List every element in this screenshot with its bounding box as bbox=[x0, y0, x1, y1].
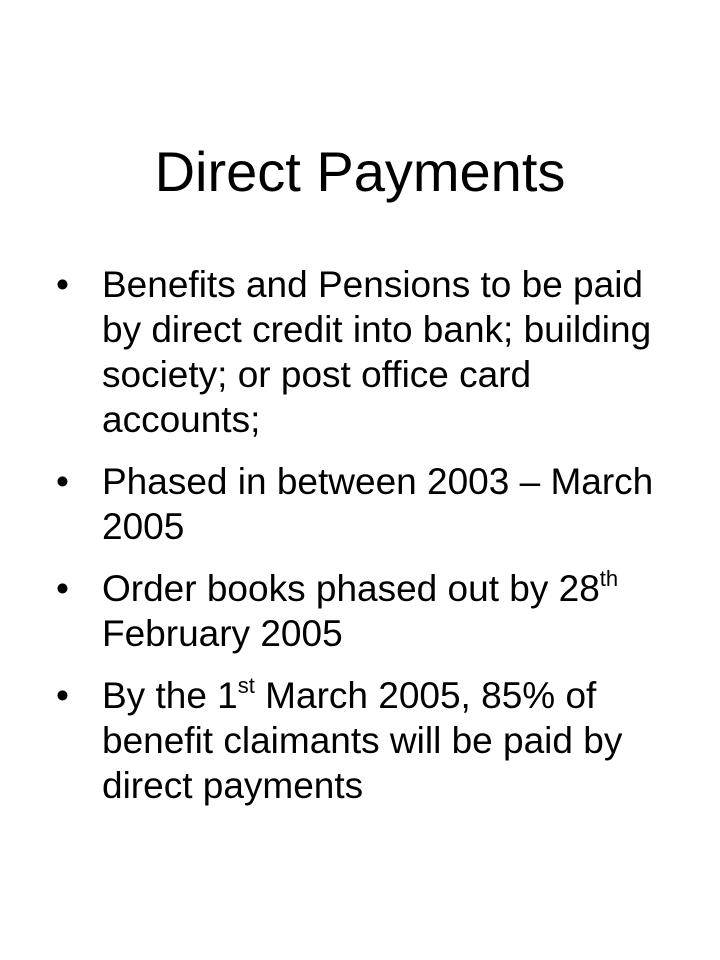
bullet-dot-icon: • bbox=[56, 675, 69, 716]
bullet-dot-icon: • bbox=[56, 461, 69, 502]
bullet-item bbox=[56, 566, 676, 656]
bullet-text-end: February 2005 bbox=[102, 613, 343, 654]
bullet-item bbox=[56, 262, 676, 442]
bullet-text: Phased in between 2003 – March 2005 bbox=[102, 461, 654, 547]
bullet-dot-icon: • bbox=[56, 568, 69, 609]
bullet-text-start: By the 1 bbox=[102, 675, 238, 716]
bullet-dot-icon: • bbox=[56, 264, 69, 305]
bullet-text: Benefits and Pensions to be paid by direct credit into bank; building society; or post office card accounts; bbox=[102, 264, 652, 440]
bullet-text-end: March 2005, 85% of benefit claimants will be paid by direct payments bbox=[102, 675, 623, 806]
bullet-list bbox=[56, 262, 676, 825]
ordinal-suffix: st bbox=[237, 672, 255, 698]
slide-title: Direct Payments bbox=[154, 140, 566, 203]
bullet-item bbox=[56, 673, 676, 808]
bullet-item bbox=[56, 459, 676, 549]
bullet-text-start: Order books phased out by 28 bbox=[102, 568, 600, 609]
ordinal-suffix: th bbox=[599, 565, 619, 591]
